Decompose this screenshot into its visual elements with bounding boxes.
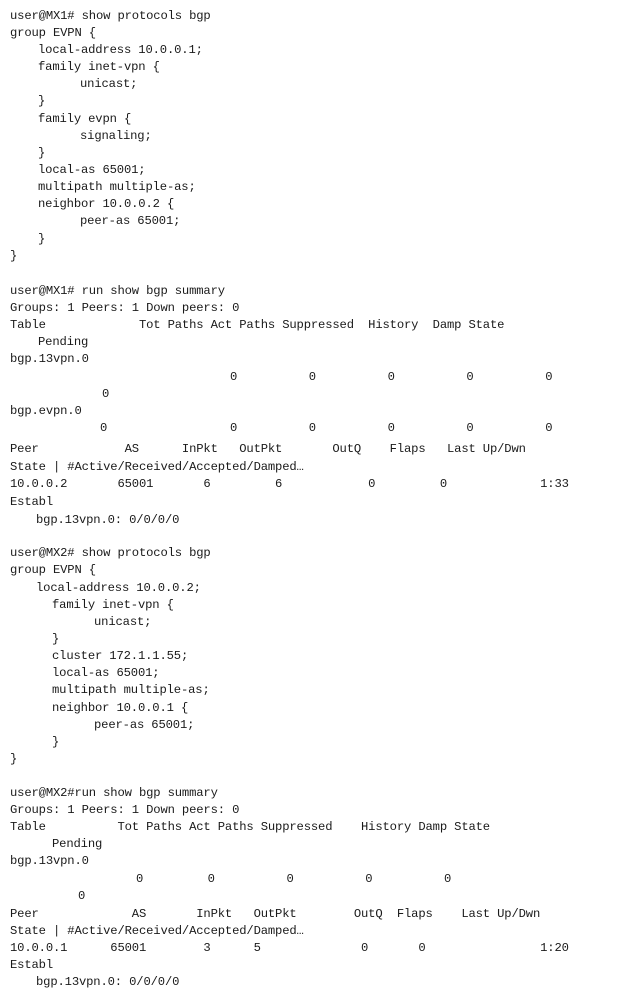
table-header: Table Tot Paths Act Paths Suppressed History Damp State [10, 820, 490, 834]
config-line: signaling; [80, 129, 152, 143]
config-line: } [10, 249, 18, 263]
table-row: 0 [102, 387, 110, 401]
command-line: user@MX1# show protocols bgp [10, 9, 211, 23]
table-header: Pending [52, 837, 103, 851]
table-row: 10.0.0.2 65001 6 6 0 0 1:33 [10, 477, 569, 491]
table-header: Pending [38, 335, 89, 349]
table-row: 0 [100, 421, 108, 435]
table-header: Table Tot Paths Act Paths Suppressed History Damp State [10, 318, 505, 332]
config-line: neighbor 10.0.0.1 { [52, 701, 189, 715]
table-header: Peer AS InPkt OutPkt OutQ Flaps Last Up/Dwn [10, 907, 541, 921]
config-line: } [38, 232, 46, 246]
config-line: } [52, 735, 60, 749]
config-line: } [38, 94, 46, 108]
config-line: group EVPN { [10, 563, 96, 577]
config-line: local-as 65001; [52, 666, 160, 680]
table-row: bgp.13vpn.0: 0/0/0/0 [36, 513, 180, 527]
config-line: unicast; [80, 77, 138, 91]
config-line: local-as 65001; [38, 163, 146, 177]
table-row: 0 0 0 0 0 [136, 872, 452, 886]
table-row: 0 0 0 0 0 [230, 421, 553, 435]
config-line: } [52, 632, 60, 646]
output-line: Groups: 1 Peers: 1 Down peers: 0 [10, 803, 240, 817]
table-row: 10.0.0.1 65001 3 5 0 0 1:20 [10, 941, 569, 955]
table-row: 0 0 0 0 0 [230, 370, 553, 384]
config-line: multipath multiple-as; [52, 683, 210, 697]
config-line: peer-as 65001; [94, 718, 195, 732]
config-line: group EVPN { [10, 26, 96, 40]
table-header: Peer AS InPkt OutPkt OutQ Flaps Last Up/Dwn [10, 442, 526, 456]
table-header: State | #Active/Received/Accepted/Damped… [10, 460, 304, 474]
config-line: unicast; [94, 615, 152, 629]
table-row: bgp.13vpn.0: 0/0/0/0 [36, 975, 180, 989]
table-row: Establ [10, 958, 53, 972]
config-line: family evpn { [38, 112, 132, 126]
config-line: family inet-vpn { [52, 598, 174, 612]
config-line: local-address 10.0.0.2; [36, 581, 201, 595]
config-line: multipath multiple-as; [38, 180, 196, 194]
config-line: neighbor 10.0.0.2 { [38, 197, 175, 211]
config-line: } [10, 752, 18, 766]
table-row: bgp.13vpn.0 [10, 854, 89, 868]
config-line: cluster 172.1.1.55; [52, 649, 189, 663]
command-line: user@MX1# run show bgp summary [10, 284, 225, 298]
output-line: Groups: 1 Peers: 1 Down peers: 0 [10, 301, 240, 315]
config-line: local-address 10.0.0.1; [38, 43, 203, 57]
command-line: user@MX2#run show bgp summary [10, 786, 218, 800]
table-row: bgp.13vpn.0 [10, 352, 89, 366]
config-line: peer-as 65001; [80, 214, 181, 228]
command-line: user@MX2# show protocols bgp [10, 546, 211, 560]
table-row: bgp.evpn.0 [10, 404, 82, 418]
table-header: State | #Active/Received/Accepted/Damped… [10, 924, 304, 938]
table-row: 0 [78, 889, 86, 903]
config-line: } [38, 146, 46, 160]
config-line: family inet-vpn { [38, 60, 160, 74]
table-row: Establ [10, 495, 53, 509]
